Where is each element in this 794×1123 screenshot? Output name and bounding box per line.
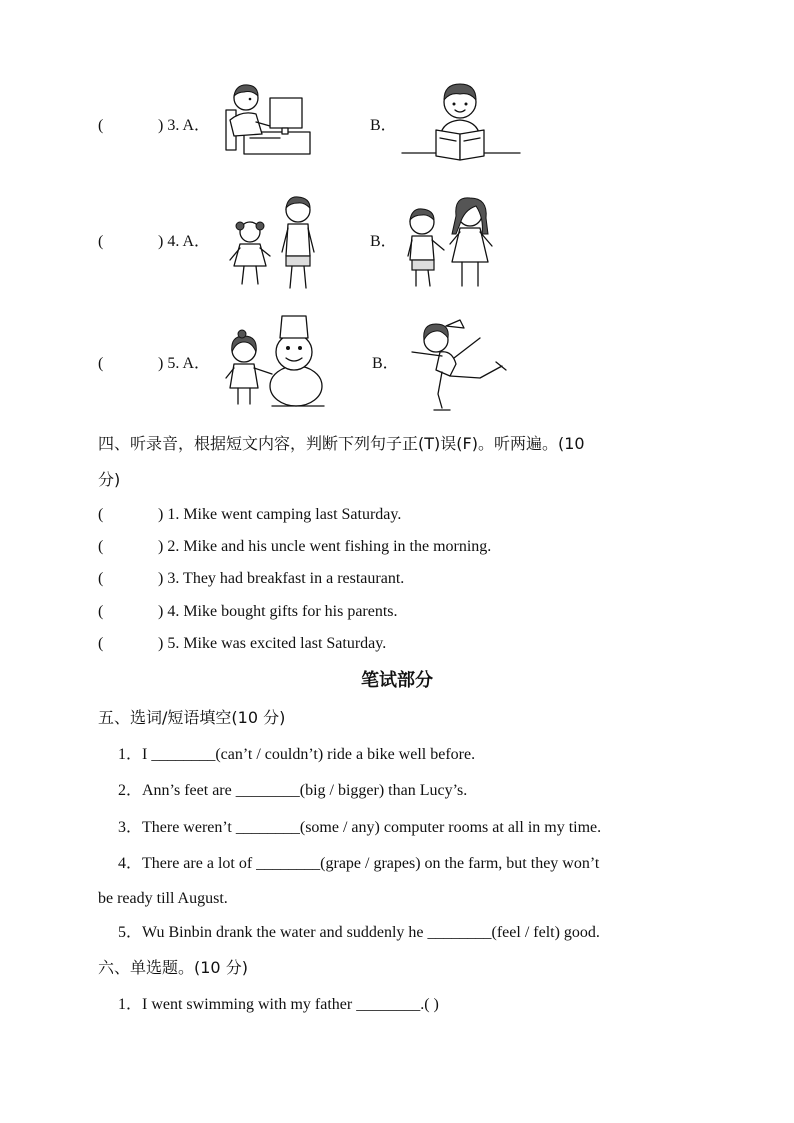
section-6-heading: 六、单选题。(10 分)	[98, 958, 248, 977]
girl-ice-skating-image	[406, 314, 508, 416]
girl-and-boy-image	[228, 194, 320, 292]
answer-paren-open: (	[98, 635, 104, 652]
statement-text: ) 3. They had breakfast in a restaurant.	[158, 570, 405, 587]
statement-text: ) 5. Mike was excited last Saturday.	[158, 635, 387, 652]
fill-blank-item: 1．I ________(can’t / couldn’t) ride a bike well before.	[118, 746, 476, 763]
fill-blank-item-cont: be ready till August.	[98, 890, 228, 907]
question-label: ) 3. A．	[158, 117, 211, 134]
answer-paren-open: (	[98, 117, 104, 134]
answer-paren-open: (	[98, 506, 104, 523]
answer-paren-open: (	[98, 603, 104, 620]
choice-item: 1．I went swimming with my father ________.( )	[118, 996, 439, 1013]
answer-paren-open: (	[98, 233, 104, 250]
fill-blank-item: 3．There weren’t ________(some / any) computer rooms at all in my time.	[118, 819, 602, 836]
section-4-heading: 四、听录音，根据短文内容，判断下列句子正(T)误(F)。听两遍。(10	[98, 434, 585, 453]
boy-reading-book-image	[400, 80, 522, 168]
option-b-label: B．	[370, 233, 397, 250]
statement-text: ) 2. Mike and his uncle went fishing in the morning.	[158, 538, 492, 555]
question-label: ) 5. A．	[158, 355, 211, 372]
written-part-title: 笔试部分	[361, 670, 433, 691]
section-4-heading-cont: 分)	[98, 470, 121, 489]
fill-blank-item: 4．There are a lot of ________(grape / grapes) on the farm, but they won’t	[118, 855, 600, 872]
option-b-label: B．	[372, 355, 399, 372]
question-label: ) 4. A．	[158, 233, 211, 250]
answer-paren-open: (	[98, 538, 104, 555]
statement-text: ) 1. Mike went camping last Saturday.	[158, 506, 402, 523]
statement-text: ) 4. Mike bought gifts for his parents.	[158, 603, 398, 620]
option-b-label: B．	[370, 117, 397, 134]
section-5-heading: 五、选词/短语填空(10 分)	[98, 708, 286, 727]
fill-blank-item: 2．Ann’s feet are ________(big / bigger) than Lucy’s.	[118, 782, 468, 799]
fill-blank-item: 5．Wu Binbin drank the water and suddenly he ________(feel / felt) good.	[118, 924, 600, 941]
boy-and-girl-image	[404, 194, 500, 292]
girl-with-snowman-image	[222, 310, 326, 410]
boy-at-computer-image	[222, 80, 314, 158]
answer-paren-open: (	[98, 570, 104, 587]
answer-paren-open: (	[98, 355, 104, 372]
